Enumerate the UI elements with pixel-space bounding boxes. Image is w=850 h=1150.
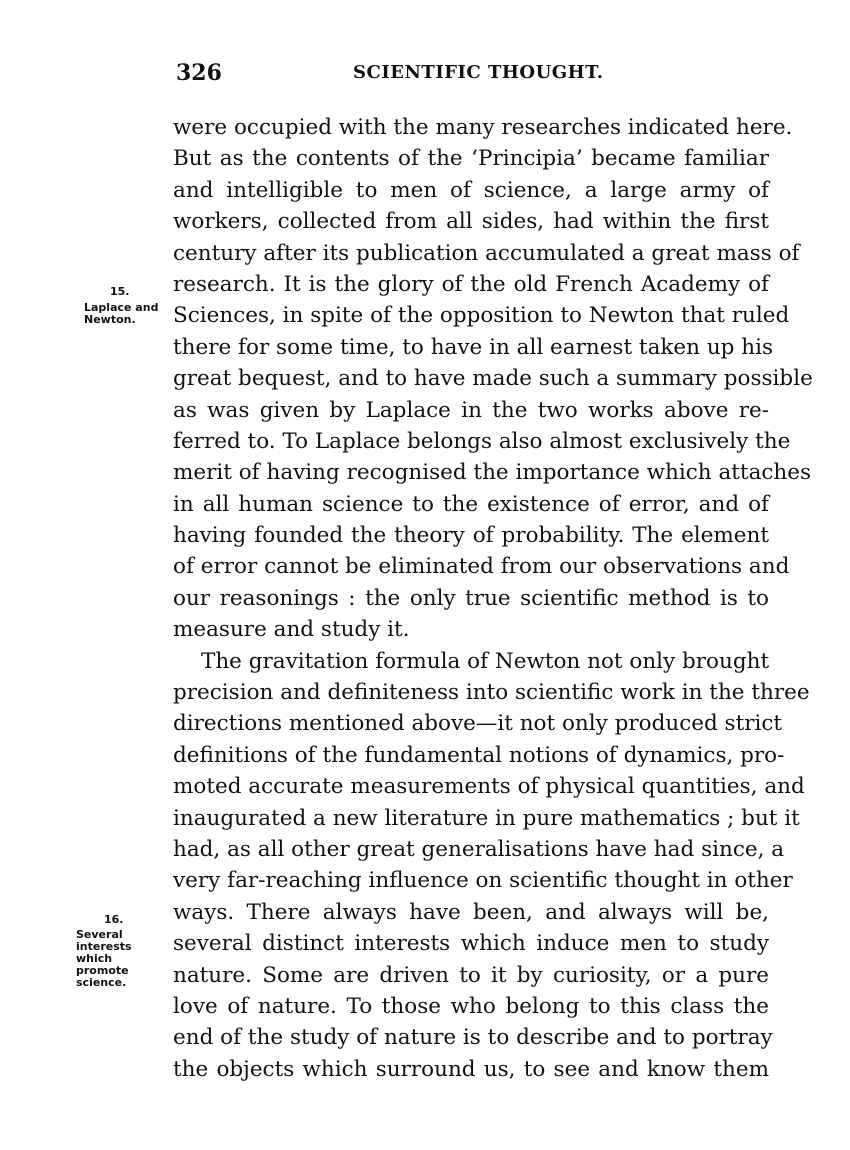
side-note-16 <box>76 914 132 989</box>
text-line: our reasonings : the only true scientific method is to <box>173 585 769 611</box>
text-line: had, as all other great generalisations have had since, a <box>173 836 785 862</box>
text-line: directions mentioned above—it not only produced strict <box>173 711 783 737</box>
side-note-line: promote <box>76 964 129 977</box>
text-line: as was given by Laplace in the two works above re- <box>173 397 769 423</box>
text-line: were occupied with the many researches indicated here. <box>173 115 793 140</box>
text-line: great bequest, and to have made such a summary possible <box>173 366 813 392</box>
text-line: moted accurate measurements of physical quantities, and <box>173 774 805 800</box>
side-note-line: Laplace and <box>84 301 159 314</box>
side-note-line: Newton. <box>84 313 136 326</box>
text-line: inaugurated a new literature in pure mathematics ; but it <box>173 805 800 831</box>
side-note-line: science. <box>76 976 127 989</box>
text-line: very far-reaching influence on scientific thought in other <box>173 868 793 894</box>
paragraph-start-line: The gravitation formula of Newton not only brought <box>201 648 770 674</box>
text-line: century after its publication accumulated a great mass of <box>173 240 800 266</box>
side-note-line: Several <box>76 928 123 941</box>
text-line: there for some time, to have in all earnest taken up his <box>173 334 774 360</box>
side-note-line: which <box>76 952 113 965</box>
running-head: SCIENTIFIC THOUGHT. <box>353 62 604 83</box>
text-line: nature. Some are driven to it by curiosity, or a pure <box>173 962 769 988</box>
paragraph-end-line: measure and study it. <box>173 617 410 643</box>
body-text <box>173 112 813 1085</box>
text-line: in all human science to the existence of error, and of <box>173 491 769 517</box>
text-line: precision and definiteness into scientific work in the three <box>173 680 810 706</box>
text-line: end of the study of nature is to describe and to portray <box>173 1025 773 1051</box>
text-line: workers, collected from all sides, had within the first <box>173 209 769 235</box>
text-line: the objects which surround us, to see and know them <box>173 1056 769 1082</box>
side-note-number: 15. <box>110 285 130 298</box>
text-line: of error cannot be eliminated from our observations and <box>173 554 790 580</box>
text-line: having founded the theory of probability. The element <box>173 523 769 549</box>
text-line: merit of having recognised the importance which attaches <box>173 460 812 486</box>
text-line: Sciences, in spite of the opposition to Newton that ruled <box>173 303 790 329</box>
text-line: ways. There always have been, and always will be, <box>173 899 769 925</box>
text-line: research. It is the glory of the old French Academy of <box>173 271 769 297</box>
page-number: 326 <box>176 60 222 86</box>
text-line: love of nature. To those who belong to this class the <box>173 993 769 1019</box>
side-note-line: interests <box>76 940 132 953</box>
text-line: several distinct interests which induce men to study <box>173 931 769 957</box>
text-line: ferred to. To Laplace belongs also almost exclusively the <box>173 428 791 454</box>
side-note-number: 16. <box>104 913 124 926</box>
text-line: But as the contents of the ‘Principia’ became familiar <box>173 146 769 172</box>
text-line: and intelligible to men of science, a large army of <box>173 177 769 203</box>
text-line: definitions of the fundamental notions of dynamics, pro- <box>173 742 785 768</box>
side-note-15 <box>84 286 158 326</box>
